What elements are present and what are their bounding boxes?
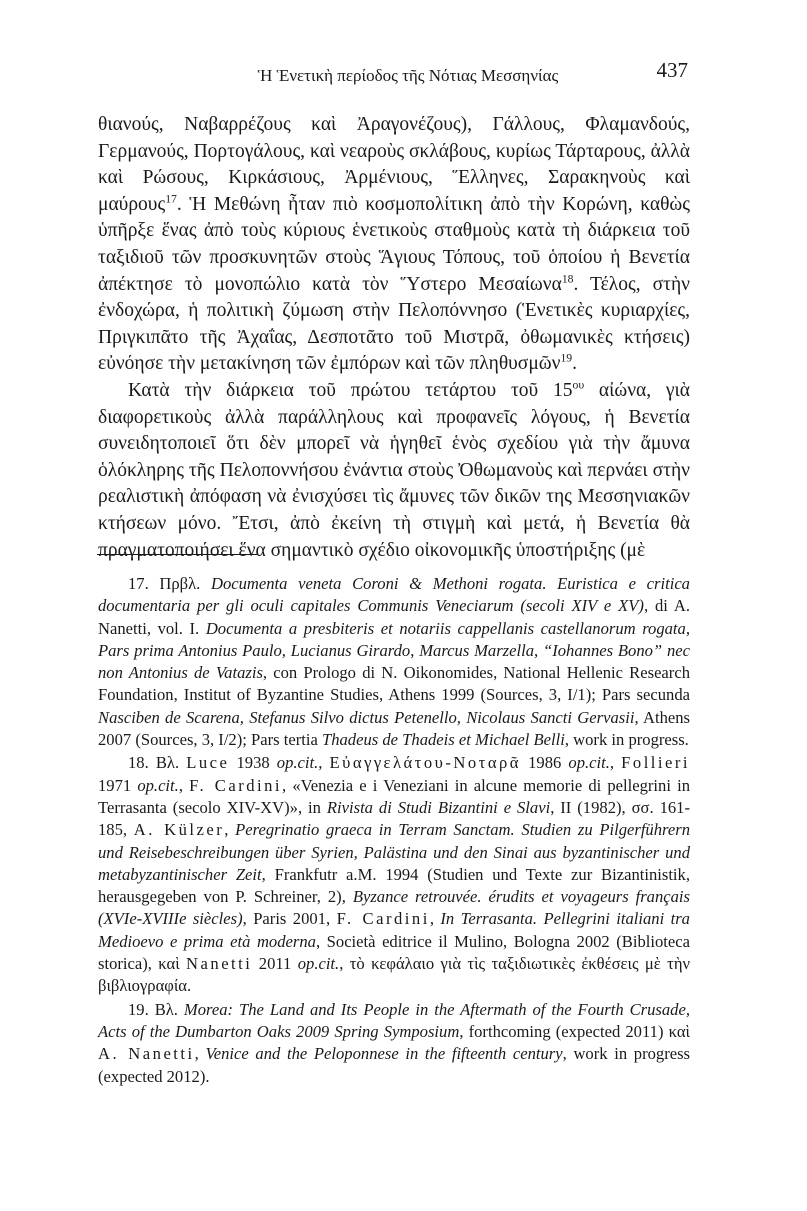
footnote-19-text: , forthcoming (expected 2011) καὶ	[459, 1021, 690, 1041]
footnote-ref-17: 17	[165, 192, 177, 206]
footnote-17-text: , con Prologo di N. Oikonomides, National Hellenic Research Foundation, Institut of Byzantine Studies, Athens 1999 (Sources, 3, I/1); Pars secunda	[98, 663, 690, 705]
footnote-17-text: , Athens 2007 (Sources, 3, I/2); Pars tertia	[98, 707, 690, 750]
footnote-18-label: 18. Βλ.	[128, 753, 187, 773]
footnote-19-text: ,	[194, 1044, 206, 1064]
footnotes	[98, 573, 690, 1088]
op-cit: op.cit.	[137, 775, 179, 795]
book-title: Byzance retrouvée. érudits et voyageurs français (XVIe-XVIIIe siècles)	[98, 887, 691, 929]
footnote-18-text: , «Venezia e i Veneziani in alcune memorie di pellegrini in Terrasanta (secolo XIV-XV)», in	[98, 775, 690, 817]
footnote-19-text: , work in progress (expected 2012).	[98, 1044, 691, 1086]
footnote-17-title: Documenta veneta Coroni & Methoni rogata. Euristica e critica documentaria per gli oculi capitales Communis Veneciarum (secoli XIV e XV)	[98, 574, 690, 616]
footnote-18-text: ,	[224, 820, 236, 840]
paragraph-1-part-a: θιανούς, Ναβαρρέζους καὶ Ἀραγονέζους), Γάλλους, Φλαμανδούς, Γερμανούς, Πορτογάλους, καὶ νεαροὺς σκλάβους, κυρίως Τάρταρους, ἀλλὰ καὶ Ρώσους, Κιρκάσιους, Ἀρμένιους, Ἕλληνες, Σαρακηνοὺς καὶ μαύρους	[98, 114, 690, 215]
author-name: Follieri	[621, 753, 691, 773]
footnote-18-text: 2011	[252, 954, 298, 974]
footnote-ref-19: 19	[560, 351, 573, 365]
author-name: Εὐαγγελάτου-Νοταρᾶ	[329, 753, 522, 773]
footnote-ref-18: 18	[561, 272, 574, 286]
page-number: 437	[656, 58, 688, 82]
paragraph-2	[98, 378, 690, 564]
footnote-19-label: 19. Βλ.	[128, 999, 184, 1019]
footnote-18-text: ,	[429, 909, 441, 929]
century-suffix: ου	[572, 378, 585, 392]
book-title: Morea: The Land and Its People in the Aftermath of the Fourth Crusade, Acts of the Dumbarton Oaks 2009 Spring Symposium	[98, 999, 690, 1041]
footnote-18-text: ,	[609, 753, 622, 773]
book-title: In Terrasanta. Pellegrini italiani tra Medioevo e prima età moderna	[98, 909, 690, 951]
footnote-17-text: , di A. Nanetti, vol. I.	[98, 596, 690, 638]
footnote-18-text: , II (1982), σσ. 161-185,	[98, 797, 690, 840]
running-title: Ἡ Ἑνετικὴ περίοδος τῆς Νότιας Μεσσηνίας	[257, 66, 559, 85]
author-name: Luce	[186, 753, 230, 773]
footnote-17-text: , work in progress.	[564, 730, 689, 750]
footnote-18-text: 1938	[229, 753, 277, 773]
author-name: A. Nanetti	[98, 1044, 195, 1064]
footnote-18-text: 1986	[521, 753, 569, 773]
footnote-17-part-three: Thadeus de Thadeis et Michael Belli	[321, 730, 565, 750]
footnote-divider	[97, 554, 257, 555]
author-name: F. Cardini	[189, 775, 283, 795]
footnote-18-text: , τὸ κεφάλαιο γιὰ τὶς ταξιδιωτικὲς ἐκθέσεις μὲ τὴν βιβλιογραφία.	[98, 954, 690, 996]
footnote-18-text: , Paris 2001,	[242, 909, 337, 929]
book-title: Venice and the Peloponnese in the fifteenth century	[205, 1044, 563, 1064]
author-name: Nanetti	[186, 954, 253, 974]
footnote-17-volume-title: Documenta a presbiteris et notariis cappellanis castellanorum rogata, Pars prima Antonius Paulo, Lucianus Girardo, Marcus Marzella, “Iohannes Bono” nec non Antonius de Vatazis	[98, 618, 690, 683]
author-name: F. Cardini	[336, 909, 430, 929]
main-text	[98, 112, 690, 564]
journal-title: Rivista di Studi Bizantini e Slavi	[326, 797, 551, 817]
paragraph-1	[98, 112, 690, 378]
footnote-18-text: , Società editrice il Mulino, Bologna 2002 (Biblioteca storica), καὶ	[98, 931, 691, 974]
paragraph-2-part-b: αἰώνα, γιὰ διαφορετικοὺς ἀλλὰ παράλληλους καὶ προφανεῖς λόγους, ἡ Βενετία συνειδητοποιεῖ ὅτι δὲν μπορεῖ νὰ ἡγηθεῖ ἑνὸς σχεδίου γιὰ τὴν ἄμυνα ὁλόκληρης τῆς Πελοποννήσου ἐνάντια στοὺς Ὀθωμανοὺς καὶ περνάει στὴν ρεαλιστικὴ ἀπόφαση νὰ ἐνισχύσει τὶς ἄμυνες τῶν δικῶν της Μεσσηνιακῶν κτήσεων μόνο. Ἔτσι, ἀπὸ ἐκείνη τὴ στιγμὴ καὶ μετά, ἡ Βενετία θὰ πραγματοποιήσει ἕνα σημαντικὸ σχέδιο οἰκονομικῆς ὑποστήριξης (μὲ	[98, 379, 690, 561]
paragraph-1-part-c: . Τέλος, στὴν ἐνδοχώρα, ἡ πολιτικὴ ζύμωση στὴν Πελοπόννησο (Ἑνετικὲς κυριαρχίες, Πριγκιπᾶτο τῆς Ἀχαΐας, Δεσποτᾶτο τοῦ Μιστρᾶ, ὀθωμανικὲς κτήσεις) εὐνόησε τὴν μετακίνηση τῶν ἐμπόρων καὶ τῶν πληθυσμῶν	[98, 273, 690, 375]
footnote-19	[98, 999, 690, 1088]
footnote-18-text: ,	[318, 753, 330, 773]
footnote-18-text: 1971	[98, 775, 138, 795]
footnote-18-text: ,	[178, 775, 190, 795]
footnote-18	[98, 752, 690, 997]
author-name: A. Külzer	[133, 820, 225, 840]
op-cit: op.cit.	[276, 753, 319, 773]
footnote-18-text: , Frankfutr a.M. 1994 (Studien und Texte zur Bizantinistik, herausgegeben von P. Schreiner, 2),	[98, 864, 690, 907]
book-title: Peregrinatio graeca in Terram Sanctam. Studien zu Pilgerführern und Reisebeschreibungen über Syrien, Palästina und den Sinai aus byzantinischer und metabyzantinischer Zeit	[98, 820, 690, 884]
footnote-17	[98, 573, 690, 751]
op-cit: op.cit.	[568, 753, 610, 773]
footnote-17-label: 17. Πρβλ.	[128, 574, 211, 593]
footnote-17-part-two: Nasciben de Scarena, Stefanus Silvo dictus Petenello, Nicolaus Sancti Gervasii	[98, 707, 635, 727]
paragraph-1-part-b: . Ἡ Μεθώνη ἦταν πιὸ κοσμοπολίτικη ἀπὸ τὴν Κορώνη, καθὼς ὑπῆρξε ἕνας ἀπὸ τοὺς κύριους ἑνετικοὺς σταθμοὺς κατὰ τὴ διάρκεια τοῦ ταξιδιοῦ τῶν προσκυνητῶν στοὺς Ἅγιους Τόπους, τοῦ ὁποίου ἡ Βενετία ἀπέκτησε τὸ μονοπώλιο κατὰ τὸν Ὕστερο Μεσαίωνα	[98, 193, 690, 295]
paragraph-1-part-d: .	[572, 353, 577, 375]
running-header	[128, 58, 688, 88]
paragraph-2-part-a: Κατὰ τὴν διάρκεια τοῦ πρώτου τετάρτου τοῦ 15	[128, 379, 573, 401]
op-cit: op.cit.	[297, 954, 340, 974]
